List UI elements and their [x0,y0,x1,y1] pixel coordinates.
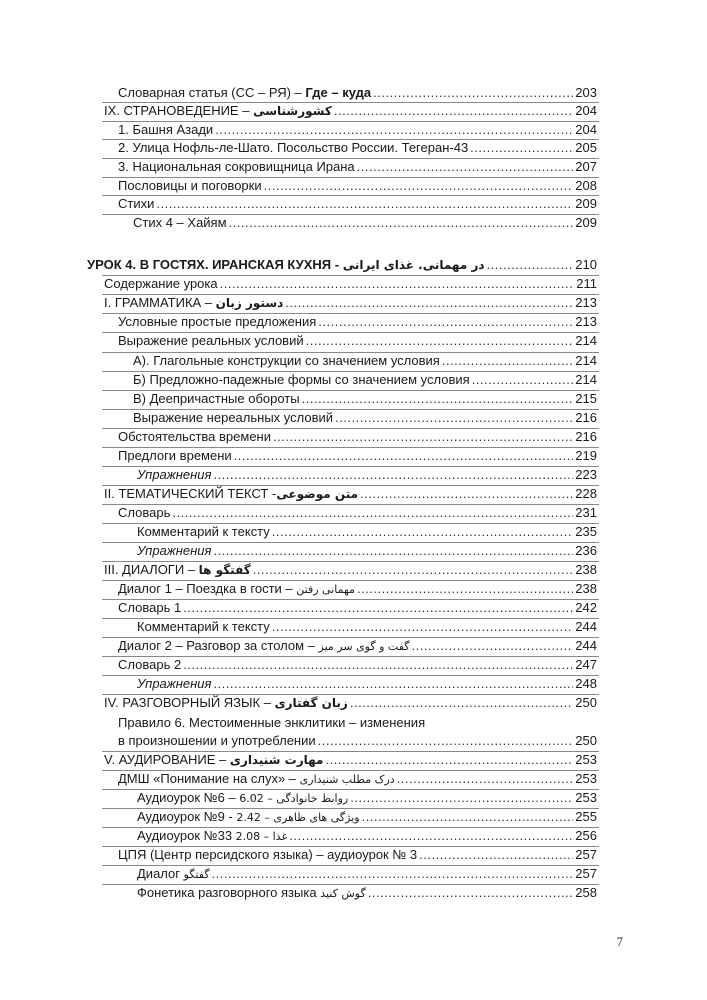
leader-dots [325,751,573,769]
page-ref: 214 [575,372,597,387]
entry-persian-text: کشورشناسی [253,104,332,118]
leader-dots [229,214,574,232]
entry-text: Выражение нереальных условий [133,410,334,425]
page-ref: 210 [575,257,597,272]
page-ref: 209 [575,215,597,230]
page-ref: 209 [575,196,597,211]
rule-line [102,884,599,885]
page-ref: 244 [575,638,597,653]
entry-text: Б) Предложно-падежные формы со значением условия [133,372,470,387]
rule-line [102,195,599,196]
entry-text: Аудиоурок №6 – [137,790,236,805]
entry-persian-text: در مهمانی. غذای ایرانی [342,258,485,272]
entry-text: Упражнения [137,467,212,482]
entry-persian-text: گفتگو ها [198,563,251,577]
entry-text: Словарь [118,505,171,520]
toc-entry [118,656,597,674]
leader-dots [289,827,573,845]
page-ref: 250 [575,733,597,748]
leader-dots [442,352,573,370]
entry-text: Правило 6. Местоименные энклитики – изменения [118,715,426,730]
leader-dots [264,177,574,195]
rule-line [102,865,599,866]
page-ref: 256 [575,828,597,843]
leader-dots [215,121,573,139]
toc-entry [118,504,597,522]
entry-text: V. АУДИРОВАНИЕ – [104,752,227,767]
rule-line [102,332,599,333]
page-ref: 204 [575,122,597,137]
rule-line [102,447,599,448]
rule-line [102,637,599,638]
rule-line [102,294,599,295]
toc-entry [118,177,597,195]
entry-text: 3. Национальная сокровищница Ирана [118,159,355,174]
rule-line [102,371,599,372]
page-ref: 231 [575,505,597,520]
page-ref: 216 [575,410,597,425]
leader-dots [213,466,573,484]
entry-text: III. ДИАЛОГИ – [104,562,196,577]
leader-dots [234,447,574,465]
entry-bold-text: Где – куда [305,85,372,100]
leader-dots [412,637,574,655]
entry-text: Диалог 1 – Поездка в гости – [118,581,293,596]
entry-persian-text: گوش کنید [320,887,366,900]
entry-persian-text: گفت و گوی سر میز [318,640,410,653]
leader-dots [183,599,573,617]
entry-text: Фонетика разговорного языка [137,885,317,900]
leader-dots [156,195,573,213]
toc-entry [118,447,597,465]
toc-entry [137,789,597,807]
entry-text: I. ГРАММАТИКА – [104,295,213,310]
entry-text: Обстоятельства времени [118,429,271,444]
toc-entry [104,275,597,293]
toc-entry [137,523,597,541]
rule-line [102,409,599,410]
rule-line [102,599,599,600]
entry-text: Стихи [118,196,155,211]
leader-dots [357,158,574,176]
rule-line [102,121,599,122]
rule-line [102,158,599,159]
leader-dots [362,808,574,826]
entry-persian-text: درک مطلب شنیداری [299,773,395,786]
rule-line [102,580,599,581]
leader-dots [487,256,574,274]
page-ref: 213 [575,295,597,310]
page-ref: 250 [575,695,597,710]
toc-chapter-entry [87,256,597,274]
entry-text: УРОК 4. В ГОСТЯХ. ИРАНСКАЯ КУХНЯ - [87,257,340,272]
page-ref: 253 [575,752,597,767]
entry-text: Словарь 2 [118,657,182,672]
page-ref: 219 [575,448,597,463]
page-ref: 253 [575,790,597,805]
entry-text: Комментарий к тексту [137,619,270,634]
rule-line [102,770,599,771]
rule-line [102,523,599,524]
page-ref: 257 [575,847,597,862]
page-ref: 248 [575,676,597,691]
leader-dots [302,390,574,408]
toc-entry [104,485,597,503]
toc-entry [104,694,597,712]
rule-line [102,214,599,215]
rule-line [102,561,599,562]
entry-text: Упражнения [137,676,212,691]
entry-text: IX. СТРАНОВЕДЕНИЕ – [104,103,250,118]
entry-text: Содержание урока [104,276,218,291]
leader-dots [350,694,573,712]
toc-entry [104,294,597,312]
rule-line [102,675,599,676]
toc-entry [118,84,597,102]
entry-text: Условные простые предложения [118,314,317,329]
page-ref: 255 [575,809,597,824]
leader-dots [470,139,573,157]
entry-text: Пословицы и поговорки [118,178,262,193]
entry-text: Предлоги времени [118,448,232,463]
leader-dots [272,618,574,636]
page-ref: 258 [575,885,597,900]
rule-line [102,485,599,486]
entry-text: А). Глагольные конструкции со значением условия [133,353,440,368]
leader-dots [220,275,575,293]
rule-line [102,694,599,695]
entry-text: Аудиоурок №9 - [137,809,233,824]
entry-text: ЦПЯ (Центр персидского языка) – аудиоурок № 3 [118,847,418,862]
page-ref: 214 [575,333,597,348]
entry-text: в произношении и употреблении [118,733,316,748]
page-ref: 228 [575,486,597,501]
toc-entry [137,675,597,693]
rule-line [102,656,599,657]
toc-entry [133,390,597,408]
entry-text: 1. Башня Азади [118,122,214,137]
rule-line [102,504,599,505]
page-ref: 213 [575,314,597,329]
toc-entry [137,466,597,484]
page-ref: 207 [575,159,597,174]
entry-text: Словарь 1 [118,600,182,615]
toc-entry [118,770,597,788]
leader-dots [183,656,573,674]
toc-entry [118,428,597,446]
toc-entry [118,714,597,732]
entry-text: Упражнения [137,543,212,558]
leader-dots [373,84,573,102]
entry-text: Диалог [137,866,180,881]
toc-entry [118,313,597,331]
leader-dots [472,371,574,389]
rule-line [102,313,599,314]
leader-dots [357,580,573,598]
leader-dots [397,770,574,788]
page-ref: 204 [575,103,597,118]
entry-persian-text: متن موضوعی [276,487,359,501]
toc-entry [118,121,597,139]
rule-line [102,390,599,391]
rule-line [102,827,599,828]
entry-text: ДМШ «Понимание на слух» – [118,771,297,786]
entry-text: Выражение реальных условий [118,333,304,348]
rule-line [102,177,599,178]
rule-line [102,466,599,467]
toc-entry [118,637,597,655]
page-ref: 211 [576,276,597,291]
entry-text: Диалог 2 – Разговор за столом – [118,638,315,653]
toc-entry [118,599,597,617]
rule-line [102,102,599,103]
rule-line [102,275,599,276]
entry-persian-text: مهارت شنیداری [229,753,324,767]
entry-persian-text: گفتگو [183,868,210,881]
rule-line [102,352,599,353]
page-ref: 257 [575,866,597,881]
entry-text: Словарная статья (СС – РЯ) – [118,85,302,100]
leader-dots [419,846,573,864]
page-ref: 253 [575,771,597,786]
page-ref: 216 [575,429,597,444]
toc-entry [133,352,597,370]
rule-line [102,428,599,429]
leader-dots [306,332,574,350]
page-ref: 205 [575,140,597,155]
toc-entry [104,102,597,120]
toc-entry [104,751,597,769]
leader-dots [368,884,574,902]
page-ref: 203 [575,85,597,100]
entry-text: Аудиоурок №33 [137,828,233,843]
rule-line [102,542,599,543]
toc-entry [137,542,597,560]
rule-line [102,751,599,752]
entry-persian-text: روابط خانوادگی – 6.02 [239,792,349,805]
entry-persian-text: دستور زبان [215,296,284,310]
entry-text: IV. РАЗГОВОРНЫЙ ЯЗЫК – [104,695,271,710]
leader-dots [213,542,573,560]
toc-entry [118,732,597,750]
page-ref: 223 [575,467,597,482]
leader-dots [213,675,573,693]
toc-entry [118,332,597,350]
entry-persian-text: زبان گفتاری [274,696,348,710]
page-ref: 247 [575,657,597,672]
toc-entry [118,846,597,864]
leader-dots [172,504,573,522]
leader-dots [335,409,573,427]
toc-entry [133,371,597,389]
toc-entry [118,139,597,157]
toc-entry [137,618,597,636]
leader-dots [360,485,573,503]
toc-entry [133,409,597,427]
leader-dots [334,102,573,120]
leader-dots [350,789,573,807]
page-ref: 214 [575,353,597,368]
leader-dots [253,561,574,579]
entry-text: Стих 4 – Хайям [133,215,227,230]
leader-dots [212,865,574,883]
toc-entry [118,195,597,213]
page-ref: 244 [575,619,597,634]
entry-text: II. ТЕМАТИЧЕСКИЙ ТЕКСТ - [104,486,277,501]
toc-entry [104,561,597,579]
rule-line [102,618,599,619]
entry-persian-text: غذا – 2.08 [235,830,288,843]
rule-line [102,808,599,809]
leader-dots [318,313,573,331]
toc-entry [133,214,597,232]
leader-dots [273,428,573,446]
entry-text: Комментарий к тексту [137,524,270,539]
toc-entry [118,158,597,176]
page-ref: 208 [575,178,597,193]
page-ref: 238 [575,581,597,596]
page-ref: 235 [575,524,597,539]
entry-text: В) Деепричастные обороты [133,391,300,406]
leader-dots [272,523,574,541]
toc-entry [137,884,597,902]
page-ref: 236 [575,543,597,558]
rule-line [102,846,599,847]
leader-dots [318,732,574,750]
rule-line [102,139,599,140]
toc-entry [118,580,597,598]
entry-persian-text: ویژگی های ظاهری – 2.42 [236,811,360,824]
toc-entry [137,827,597,845]
entry-text: 2. Улица Нофль-ле-Шато. Посольство России. Тегеран-43 [118,140,469,155]
page-ref: 238 [575,562,597,577]
page-ref: 215 [575,391,597,406]
rule-line [102,789,599,790]
page-number: 7 [616,934,623,949]
toc-entry [137,808,597,826]
leader-dots [285,294,573,312]
entry-persian-text: مهمانی رفتن [296,583,355,596]
page-ref: 242 [575,600,597,615]
toc-entry [137,865,597,883]
